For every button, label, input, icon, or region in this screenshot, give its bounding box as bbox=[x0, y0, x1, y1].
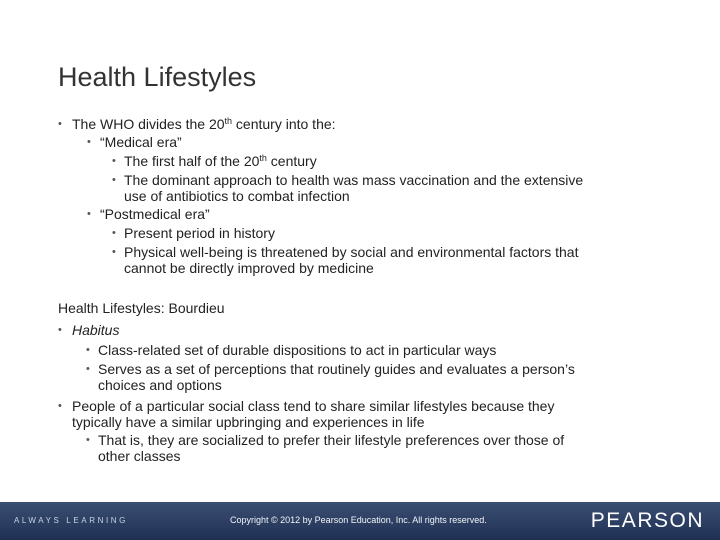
bullet-dot-icon: • bbox=[86, 434, 90, 446]
who-intro-pre: The WHO divides the 20 bbox=[72, 116, 225, 132]
bullet-dot-icon: • bbox=[86, 344, 90, 356]
copyright-notice: Copyright © 2012 by Pearson Education, Inc. All rights reserved. bbox=[230, 515, 487, 525]
medical-first-pre: The first half of the 20 bbox=[124, 153, 260, 169]
bullet-dot-icon: • bbox=[58, 118, 62, 130]
postmedical-era-label: “Postmedical era” bbox=[100, 206, 210, 222]
who-intro bbox=[72, 116, 336, 132]
who-intro-sup: th bbox=[224, 116, 233, 126]
postmedical-physical-line1: Physical well-being is threatened by social and environmental factors that bbox=[124, 244, 579, 260]
pearson-logo: PEARSON bbox=[590, 509, 704, 532]
postmedical-present: Present period in history bbox=[124, 225, 275, 241]
always-learning-tagline: ALWAYS LEARNING bbox=[14, 516, 128, 525]
people-class-line1: People of a particular social class tend to share similar lifestyles because they bbox=[72, 398, 555, 414]
habitus-serves-line1: Serves as a set of perceptions that routinely guides and evaluates a person’s bbox=[98, 361, 575, 377]
bullet-dot-icon: • bbox=[112, 246, 116, 258]
bullet-dot-icon: • bbox=[87, 208, 91, 220]
bourdieu-heading: Health Lifestyles: Bourdieu bbox=[58, 300, 225, 316]
medical-first-sup: th bbox=[259, 153, 267, 163]
medical-dominant-line2: use of antibiotics to combat infection bbox=[124, 188, 350, 204]
habitus-class-related: Class-related set of durable dispositions to act in particular ways bbox=[98, 342, 497, 358]
footer-band bbox=[0, 502, 720, 540]
people-class-line2: typically have a similar upbringing and experiences in life bbox=[72, 414, 425, 430]
medical-first-post: century bbox=[266, 153, 317, 169]
who-intro-post: century into the: bbox=[232, 116, 336, 132]
bullet-dot-icon: • bbox=[112, 155, 116, 167]
bullet-dot-icon: • bbox=[87, 136, 91, 148]
habitus-serves-line2: choices and options bbox=[98, 377, 222, 393]
postmedical-physical-line2: cannot be directly improved by medicine bbox=[124, 260, 374, 276]
medical-era-first-half bbox=[124, 153, 317, 169]
that-is-line2: other classes bbox=[98, 448, 181, 464]
bullet-dot-icon: • bbox=[112, 227, 116, 239]
bullet-dot-icon: • bbox=[58, 324, 62, 336]
bullet-dot-icon: • bbox=[86, 363, 90, 375]
that-is-line1: That is, they are socialized to prefer their lifestyle preferences over those of bbox=[98, 432, 565, 448]
bullet-dot-icon: • bbox=[112, 174, 116, 186]
slide-title: Health Lifestyles bbox=[58, 62, 257, 92]
habitus-label: Habitus bbox=[72, 322, 120, 338]
medical-era-label: “Medical era” bbox=[100, 134, 182, 150]
medical-dominant-line1: The dominant approach to health was mass vaccination and the extensive bbox=[124, 172, 584, 188]
bullet-dot-icon: • bbox=[58, 400, 62, 412]
